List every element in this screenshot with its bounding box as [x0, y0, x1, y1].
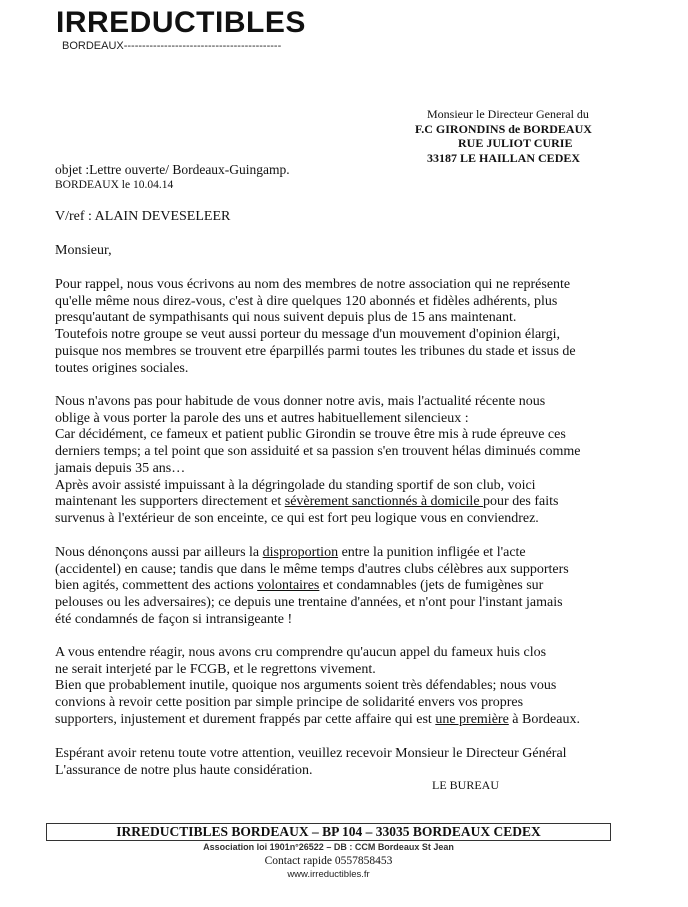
text-line: A vous entendre réagir, nous avons cru comprendre qu'aucun appel du fameux huis clos: [55, 645, 547, 660]
letter-reference: V/ref : ALAIN DEVESELEER: [55, 209, 231, 224]
underlined-text: disproportion: [262, 545, 339, 560]
text-segment: et condamnables (jets de fumigènes sur: [319, 578, 544, 594]
text-line: Nous n'avons pas pour habitude de vous donner notre avis, mais l'actualité récente nous: [55, 394, 546, 409]
text-segment: supporters, injustement et durement frappés par cette affaire qui est: [55, 711, 436, 727]
footer-website: www.irreductibles.fr: [287, 869, 370, 880]
paragraph-1: [55, 277, 655, 377]
underlined-text: volontaires: [257, 578, 320, 594]
letterhead-brand: IRREDUCTIBLES: [56, 6, 306, 39]
paragraph-2: [55, 394, 655, 528]
text-line: ne serait interjeté par le FCGB, et le regrettons vivement.: [55, 661, 376, 677]
text-line: L'assurance de notre plus haute considération.: [55, 762, 313, 778]
text-line: Bien que probablement inutile, quoique nos arguments soient très défendables; nous vous: [55, 678, 557, 694]
text-line: jamais depuis 35 ans…: [55, 460, 186, 476]
text-line: qu'elle même nous direz-vous, c'est à dire quelques 120 abonnés et fidèles adhérents, plus: [55, 293, 558, 309]
letter-date: BORDEAUX le 10.04.14: [55, 179, 174, 191]
text-line: Toutefois notre groupe se veut aussi porteur du message d'un mouvement d'opinion élargi,: [55, 327, 560, 343]
paragraph-3: [55, 545, 655, 629]
text-line: convions à revoir cette position par simple principe de solidarité envers vos propres: [55, 695, 524, 711]
footer-association: Association loi 1901n°26522 – DB : CCM Bordeaux St Jean: [203, 842, 454, 852]
text-line: presqu'autant de sympathisants qui nous suivent depuis plus de 15 ans maintenant.: [55, 310, 517, 326]
text-line: [55, 578, 655, 595]
underlined-text: sévèrement sanctionnés à domicile: [284, 494, 484, 510]
recipient-line: 33187 LE HAILLAN CEDEX: [427, 150, 581, 165]
text-line: [55, 545, 655, 562]
paragraph-closing: [55, 746, 655, 779]
text-line: Espérant avoir retenu toute votre attention, veuillez recevoir Monsieur le Directeur Général: [55, 746, 567, 761]
footer-contact: Contact rapide 0557858453: [264, 855, 393, 867]
text-line: derniers temps; a tel point que son assiduité et sa passion s'en trouvent hélas diminués comme: [55, 444, 581, 460]
text-line: été condamnés de façon si intransigeante !: [55, 611, 293, 627]
text-line: pelouses ou les adversaires); ce depuis une trentaine d'années, et n'ont pour l'instant jamais: [55, 595, 563, 611]
text-segment: à Bordeaux.: [508, 711, 580, 727]
text-segment: bien agités, commettent des actions: [55, 578, 258, 594]
underlined-text: une première: [435, 711, 509, 727]
text-segment: Nous dénonçons aussi par ailleurs la: [55, 545, 263, 560]
text-line: Car décidément, ce fameux et patient public Girondin se trouve être mis à rude épreuve ces: [55, 427, 566, 443]
text-line: (accidentel) en cause; tandis que dans le même temps d'autres clubs célèbres aux supporters: [55, 561, 569, 577]
letter-object: objet :Lettre ouverte/ Bordeaux-Guingamp.: [55, 162, 290, 177]
text-line: survenus à l'extérieur de son enceinte, ce qui est fort peu logique vous en conviendrez.: [55, 510, 539, 526]
footer-address-box: IRREDUCTIBLES BORDEAUX – BP 104 – 33035 BORDEAUX CEDEX: [46, 823, 611, 841]
text-segment: maintenant les supporters directement et: [55, 494, 285, 510]
letterhead-subtitle: BORDEAUX-------------------------------------------: [62, 40, 282, 52]
paragraph-4: [55, 645, 655, 729]
recipient-address: [400, 107, 630, 165]
text-segment: entre la punition infligée et l'acte: [338, 545, 526, 560]
text-line: toutes origines sociales.: [55, 360, 189, 376]
recipient-line: Monsieur le Directeur General du: [427, 107, 589, 121]
letter-salutation: Monsieur,: [55, 243, 112, 258]
recipient-line: RUE JULIOT CURIE: [458, 136, 573, 150]
text-line: oblige à vous porter la parole des uns et autres habituellement silencieux :: [55, 410, 469, 426]
signature: LE BUREAU: [432, 778, 499, 792]
text-segment: pour des faits: [483, 494, 559, 510]
recipient-line: F.C GIRONDINS de BORDEAUX: [415, 121, 592, 136]
text-line: Après avoir assisté impuissant à la dégringolade du standing sportif de son club, voici: [55, 477, 536, 493]
text-line: [55, 494, 655, 511]
text-line: [55, 712, 655, 729]
text-line: puisque nos membres se trouvent etre éparpillés parmi toutes les tribunes du stade et issus de: [55, 343, 576, 359]
text-line: Pour rappel, nous vous écrivons au nom des membres de notre association qui ne représente: [55, 277, 571, 292]
